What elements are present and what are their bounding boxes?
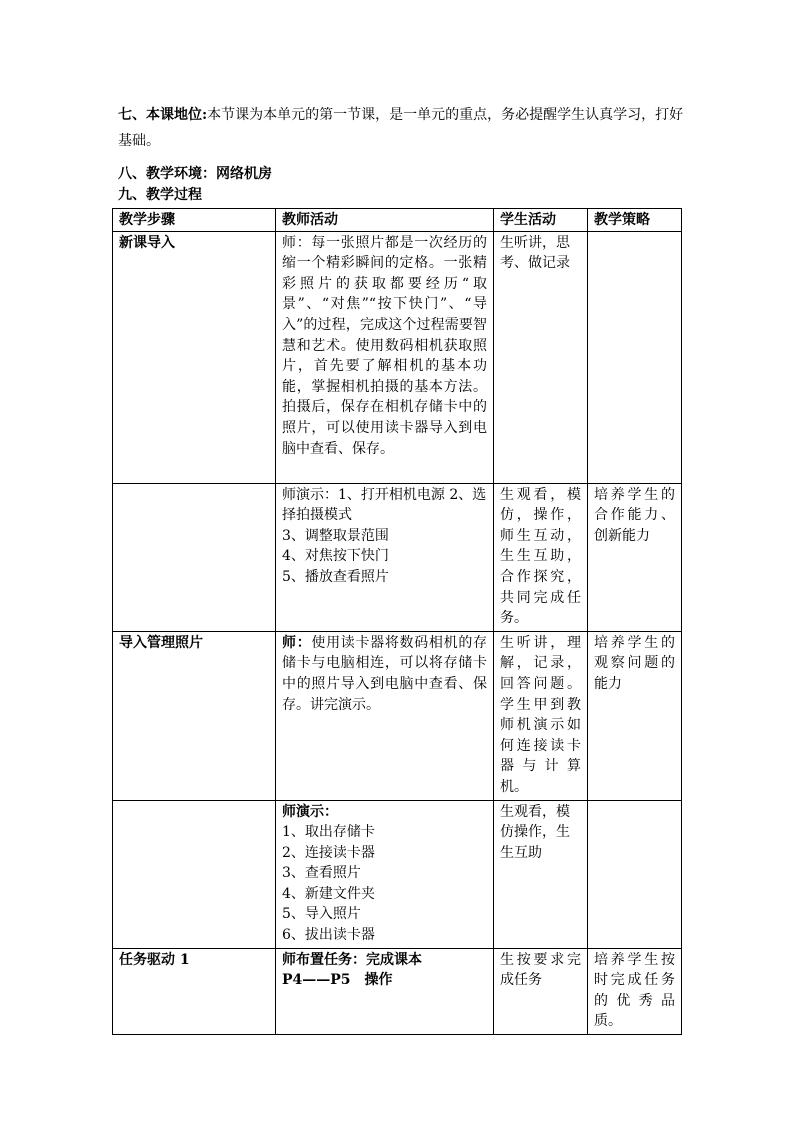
row2-step [113,483,276,631]
row2-teacher-line: 5、播放查看照片 [282,568,389,585]
row5-teacher-line: 师布置任务：完成课本 [282,951,422,968]
row4-teacher-line: 1、取出存储卡 [282,824,375,841]
teaching-process-table [112,208,682,1035]
row2-teacher-line: 4、对焦按下快门 [282,548,389,565]
row5-student: 生按要求完成任务 [494,948,588,1034]
table-row [113,483,682,631]
section-7-text: 本节课为本单元的第一节课，是一单元的重点，务必提醒学生认真学习，打好基础。 [118,107,684,149]
table-row [113,631,682,800]
table-header-row [113,209,682,232]
row4-teacher [276,800,494,948]
section-9-heading: 九、教学过程 [118,187,202,203]
header-teacher-activity: 教师活动 [276,209,494,232]
row3-student: 生听讲，理解，记录，回答问题。学生甲到教师机演示如何连接读卡器与计算机。 [494,631,588,800]
row1-student: 生听讲，思考、做记录 [494,231,588,483]
row3-teacher-prefix: 师： [282,634,312,651]
row1-step: 新课导入 [113,231,276,483]
row2-teacher-line: 师演示：1、打开相机电源 2、选择拍摄模式 [282,486,487,524]
section-8-heading: 八、教学环境：网络机房 [118,166,272,182]
header-student-activity: 学生活动 [494,209,588,232]
row5-strategy: 培养学生按时完成任务的优秀品质。 [588,948,682,1034]
row5-teacher-line: P4——P5 操作 [282,972,393,989]
row4-teacher-line: 3、查看照片 [282,865,361,882]
row3-teacher [276,631,494,800]
section-7-heading: 七、本课地位: [118,107,208,123]
row3-step: 导入管理照片 [113,631,276,800]
row1-teacher: 师：每一张照片都是一次经历的缩一个精彩瞬间的定格。一张精彩照片的获取都要经历“取景”、“对焦”“按下快门”、“导入”的过程，完成这个过程需要智慧和艺术。使用数码相机获取照片，首先要了解相机的基本功能，掌握相机拍摄的基本方法。拍摄后，保存在相机存储卡中的照片，可以使用读卡器导入到电脑中查看、保存。 [276,231,494,483]
row2-student: 生观看，模仿，操作，师生互动，生生互助，合作探究，共同完成任务。 [494,483,588,631]
header-strategy: 教学策略 [588,209,682,232]
row5-teacher [276,948,494,1034]
table-row [113,231,682,483]
row2-teacher [276,483,494,631]
row2-strategy: 培养学生的合作能力、创新能力 [588,483,682,631]
header-step: 教学步骤 [113,209,276,232]
row3-teacher-text: 使用读卡器将数码相机的存储卡与电脑相连，可以将存储卡中的照片导入到电脑中查看、保存。讲完演示。 [282,634,488,713]
row3-strategy: 培养学生的观察问题的能力 [588,631,682,800]
row1-strategy [588,231,682,483]
row4-teacher-heading: 师演示： [282,803,338,820]
table-row [113,800,682,948]
table-row [113,948,682,1034]
row4-step [113,800,276,948]
row4-teacher-line: 6、拔出读卡器 [282,927,375,944]
row5-step: 任务驱动 1 [113,948,276,1034]
row4-teacher-line: 5、导入照片 [282,906,361,923]
row2-teacher-line: 3、调整取景范围 [282,527,389,544]
row4-teacher-line: 4、新建文件夹 [282,885,375,902]
row4-student: 生观看，模仿操作，生生互助 [494,800,588,948]
row4-strategy [588,800,682,948]
row4-teacher-line: 2、连接读卡器 [282,844,375,861]
section-7-paragraph [118,102,684,154]
